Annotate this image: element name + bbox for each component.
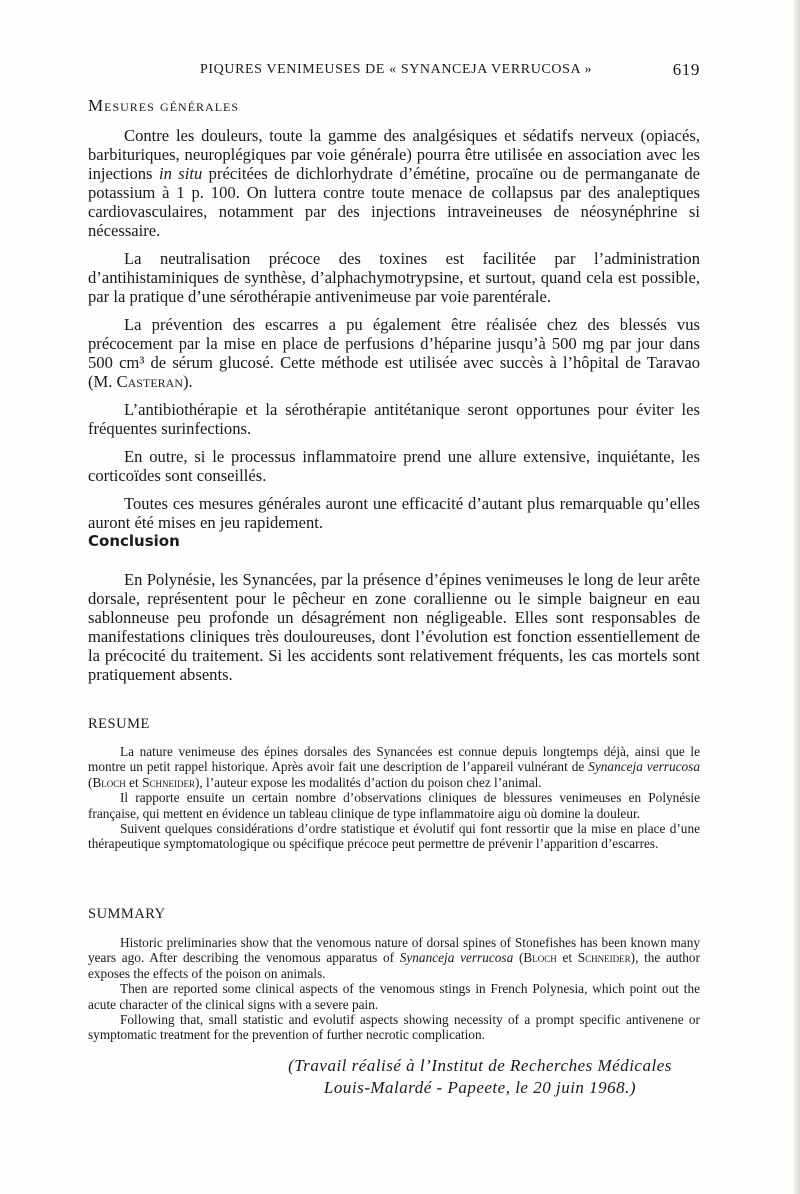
paragraph: Then are reported some clinical aspects of the venomous stings in French Polynesia, which point out the acute character of the clinical signs with a severe pain. — [88, 981, 700, 1012]
summary-heading: SUMMARY — [88, 906, 166, 922]
credit-line: (Travail réalisé à l’Institut de Recherches Médicales — [288, 1056, 672, 1075]
paragraph: L’antibiothérapie et la sérothérapie antitétanique seront opportunes pour éviter les fréquentes surinfections. — [88, 400, 700, 438]
resume-body — [88, 744, 700, 852]
section-heading-conclusion: Conclusion — [88, 532, 180, 550]
paragraph: En outre, si le processus inflammatoire prend une allure extensive, inquiétante, les corticoïdes sont conseillés. — [88, 447, 700, 485]
resume-heading: RESUME — [88, 716, 150, 732]
page-number: 619 — [672, 60, 700, 79]
paragraph: Toutes ces mesures générales auront une efficacité d’autant plus remarquable qu’elles auront été mises en jeu rapidement. — [88, 494, 700, 532]
mesures-body — [88, 126, 700, 541]
paragraph: Il rapporte ensuite un certain nombre d’observations cliniques de blessures venimeuses en Polynésie française, qui mettent en évidence un tableau clinique de type inflammatoire aigu où domine la douleur. — [88, 790, 700, 821]
section-heading-mesures: Mesures générales — [88, 96, 240, 115]
credit-line: Louis-Malardé - Papeete, le 20 juin 1968.) — [323, 1078, 637, 1097]
paragraph: Historic preliminaries show that the venomous nature of dorsal spines of Stonefishes has been known many years ago. After describing the venomous apparatus of Synanceja verrucosa (Bloch et Schneider), the author exposes the effects of the poison on animals. — [88, 935, 700, 981]
page-edge — [794, 0, 800, 1194]
summary-body — [88, 935, 700, 1043]
institution-credit — [250, 1055, 710, 1099]
paragraph: La prévention des escarres a pu également être réalisée chez des blessés vus précocement par la mise en place de perfusions d’héparine jusqu’à 500 mg par jour dans 500 cm³ de sérum glucosé. Cette méthode est utilisée avec succès à l’hôpital de Taravao (M. Casteran). — [88, 315, 700, 391]
paragraph: La neutralisation précoce des toxines est facilitée par l’administration d’antihistaminiques de synthèse, d’alphachymotrypsine, et surtout, quand cela est possible, par la pratique d’une sérothérapie antivenimeuse par voie parentérale. — [88, 249, 700, 306]
paragraph: Contre les douleurs, toute la gamme des analgésiques et sédatifs nerveux (opiacés, barbituriques, neuroplégiques par voie générale) pourra être utilisée en association avec les injections in situ précitées de dichlorhydrate d’émétine, procaïne ou de permanganate de potassium à 1 p. 100. On luttera contre toute menace de collapsus par des analeptiques cardiovasculaires, notamment par des injections intraveineuses de néosynéphrine si nécessaire. — [88, 126, 701, 240]
paragraph: La nature venimeuse des épines dorsales des Synancées est connue depuis longtemps déjà, ainsi que le montre un petit rappel historique. Après avoir fait une description de l’appareil vulnérant de Synanceja verrucosa (Bloch et Schneider), l’auteur expose les modalités d’action du poison chez l’animal. — [88, 744, 700, 790]
paragraph: Suivent quelques considérations d’ordre statistique et évolutif qui font ressortir que la mise en place d’une thérapeutique symptomatologique ou spécifique précoce peut permettre de prévenir l’apparition d’escarres. — [88, 821, 700, 852]
conclusion-body — [88, 570, 700, 693]
paragraph: Following that, small statistic and evolutif aspects showing necessity of a prompt specific antivenene or symptomatic treatment for the prevention of further necrotic complication. — [88, 1012, 700, 1043]
paragraph: En Polynésie, les Synancées, par la présence d’épines venimeuses le long de leur arête dorsale, représentent pour le pêcheur en zone corallienne ou le simple baigneur en eau sablonneuse peu profonde un désagrément non négligeable. Elles sont responsables de manifestations cliniques très douloureuses, dont l’évolution est fonction essentiellement de la précocité du traitement. Si les accidents sont relativement fréquents, les cas mortels sont pratiquement absents. — [88, 570, 700, 684]
running-title: PIQURES VENIMEUSES DE « SYNANCEJA VERRUCOSA » — [200, 62, 593, 77]
